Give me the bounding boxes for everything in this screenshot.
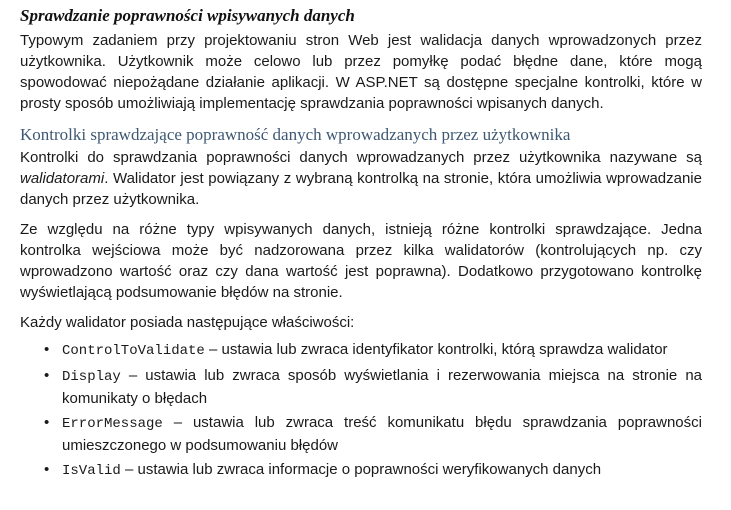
intro-paragraph: Typowym zadaniem przy projektowaniu stron Web jest walidacja danych wprowadzonych przez użytkownika. Użytkownik może celowo lub przez pomyłkę podać błędne dane, które mogą spowodować niepożądane działanie aplikacji. W ASP.NET są dostępne specjalne kontrolki, które w prosty sposób umożliwiają implementację sprawdzania poprawności wpisanych danych. bbox=[20, 32, 702, 112]
bullet-icon: • bbox=[44, 367, 50, 384]
validators-paragraph bbox=[20, 147, 702, 210]
subsection-title: Kontrolki sprawdzające poprawność danych wprowadzanych przez użytkownika bbox=[20, 125, 571, 144]
validators-term: walidatorami bbox=[20, 170, 105, 187]
property-name: ControlToValidate bbox=[62, 343, 205, 359]
property-description: – ustawia lub zwraca treść komunikatu błędu sprawdzania poprawności umieszczonego w podsumowaniu błędów bbox=[62, 414, 702, 454]
bullet-icon: • bbox=[44, 461, 50, 478]
property-name: IsValid bbox=[62, 463, 121, 479]
bullet-icon: • bbox=[44, 414, 50, 431]
property-name: Display bbox=[62, 369, 121, 385]
list-item bbox=[44, 459, 702, 482]
section-title: Sprawdzanie poprawności wpisywanych danych bbox=[20, 6, 355, 25]
bullet-icon: • bbox=[44, 341, 50, 358]
property-description: – ustawia lub zwraca informacje o poprawności weryfikowanych danych bbox=[120, 461, 602, 478]
validators-paragraph-end: . Walidator jest powiązany z wybraną kontrolką na stronie, która umożliwia wprowadzanie danych przez użytkownika. bbox=[20, 170, 702, 208]
properties-intro: Każdy walidator posiada następujące właściwości: bbox=[20, 314, 355, 331]
document-page bbox=[20, 6, 702, 485]
validators-paragraph-start: Kontrolki do sprawdzania poprawności danych wprowadzanych przez użytkownika nazywane są bbox=[20, 149, 702, 166]
list-item bbox=[44, 365, 702, 409]
property-description: – ustawia lub zwraca sposób wyświetlania i rezerwowania miejsca na stronie na komunikaty o błędach bbox=[62, 367, 702, 407]
properties-list bbox=[20, 339, 702, 482]
property-description: – ustawia lub zwraca identyfikator kontrolki, którą sprawdza walidator bbox=[204, 341, 668, 358]
types-paragraph: Ze względu na różne typy wpisywanych danych, istnieją różne kontrolki sprawdzające. Jedna kontrolka wejściowa może być nadzorowana przez kilka walidatorów (kontrolujących np. czy wprowadzono wartość oraz czy dana wartość jest poprawna). Dodatkowo przygotowano kontrolkę wyświetlającą podsumowanie błędów na stronie. bbox=[20, 221, 702, 301]
list-item bbox=[44, 339, 702, 362]
list-item bbox=[44, 412, 702, 456]
property-name: ErrorMessage bbox=[62, 416, 163, 432]
